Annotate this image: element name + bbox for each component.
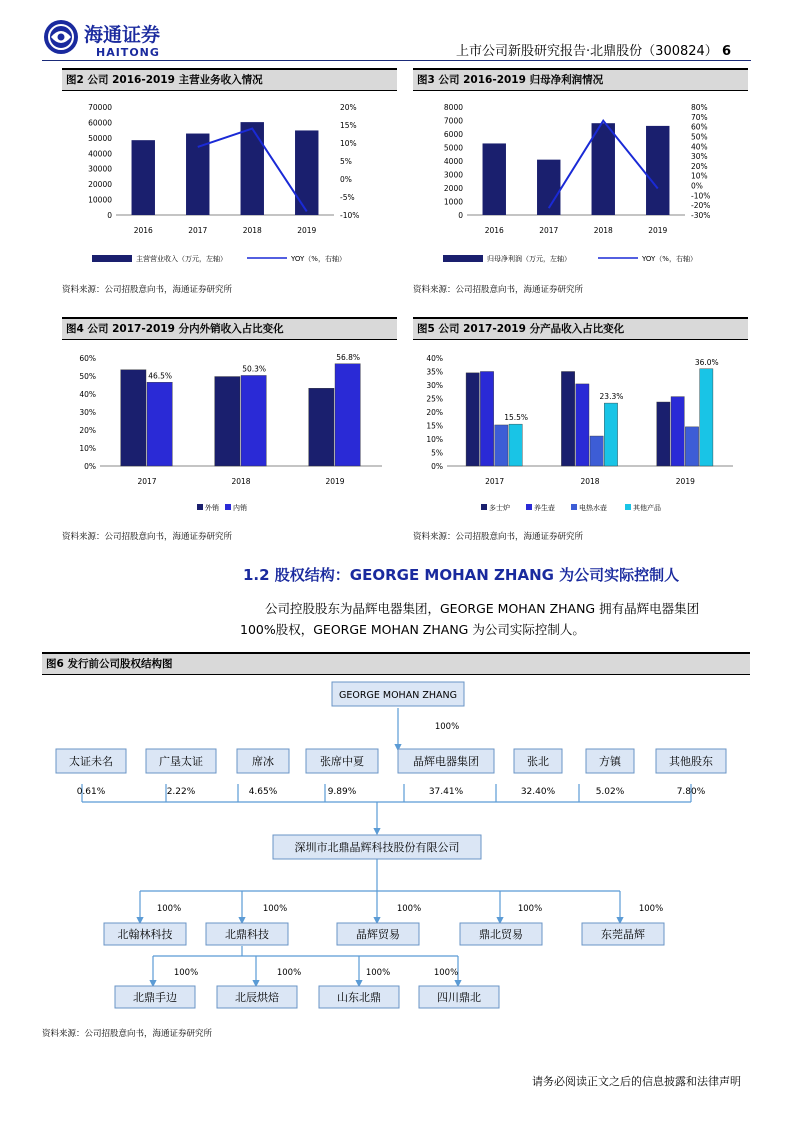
fig6-org-chart [42, 676, 751, 1016]
sub-4 [582, 904, 664, 945]
fig2-xtick-2019: 2019 [297, 226, 317, 235]
fig3-ytick-left: 7000 [443, 116, 463, 126]
fig5-ytick: 15% [426, 421, 443, 431]
fig4-legend-0: 外销 [205, 504, 219, 512]
subsub-0 [115, 968, 198, 1008]
logo-en: HAITONG [96, 46, 160, 59]
fig5-bar-2018-1 [576, 384, 589, 466]
fig2-bar-2016 [132, 140, 155, 215]
svg-text:北鼎科技: 北鼎科技 [225, 928, 269, 941]
fig3-ytick-right: 10% [691, 171, 708, 181]
fig5-bar-2019-1 [671, 397, 684, 466]
fig4-ytick: 20% [79, 426, 96, 435]
fig4-legend-swatch-1 [225, 504, 231, 510]
svg-text:张北: 张北 [527, 755, 549, 768]
svg-text:席冰: 席冰 [252, 755, 274, 768]
fig3-ytick-right: 0% [691, 181, 703, 191]
fig2-legend-line: YOY（%，右轴） [291, 255, 346, 263]
fig4-chart [62, 344, 397, 522]
report-title: 上市公司新股研究报告·北鼎股份（300824） [456, 44, 718, 59]
fig4-ytick: 10% [79, 444, 96, 453]
sub-2 [337, 904, 421, 945]
fig5-legend-2: 电热水壶 [579, 504, 607, 512]
company-name: 深圳市北鼎晶辉科技股份有限公司 [294, 841, 460, 854]
fig5-legend-0: 多士炉 [489, 504, 510, 512]
fig5-legend-swatch-2 [571, 504, 577, 510]
fig2-ytick-right: -10% [340, 211, 360, 220]
fig3-ytick-right: -20% [691, 201, 711, 211]
svg-text:山东北鼎: 山东北鼎 [337, 991, 381, 1004]
fig3-ytick-left: 0 [458, 211, 463, 220]
section-title: 1.2 股权结构：GEORGE MOHAN ZHANG 为公司实际控制人 [243, 566, 680, 584]
page-number: 6 [721, 44, 731, 59]
svg-text:其他股东: 其他股东 [669, 755, 713, 768]
svg-text:2.22%: 2.22% [166, 787, 196, 797]
fig3-ytick-right: 80% [691, 103, 708, 112]
svg-text:鼎北贸易: 鼎北贸易 [479, 928, 523, 941]
fig4-ytick: 50% [79, 372, 96, 381]
shareholder-1 [146, 749, 216, 797]
fig2-chart [62, 95, 397, 275]
fig3-ytick-right: 40% [691, 142, 708, 152]
fig2-source: 资料来源：公司招股意向书，海通证券研究所 [62, 285, 233, 295]
fig5-bar-2017-3 [509, 424, 522, 466]
fig2-legend-bar: 主营营业收入（万元，左轴） [136, 255, 227, 263]
fig2-ytick-right: 20% [340, 103, 357, 112]
fig3-ytick-right: 20% [691, 161, 708, 171]
fig3-legend-line: YOY（%，右轴） [642, 255, 697, 263]
shareholder-6 [586, 749, 634, 797]
fig5-source: 资料来源：公司招股意向书，海通证券研究所 [413, 532, 584, 542]
fig5-legend-swatch-0 [481, 504, 487, 510]
fig4-title: 图4 公司 2017-2019 分内外销收入占比变化 [62, 317, 397, 340]
svg-text:100%: 100% [396, 904, 422, 914]
svg-text:100%: 100% [365, 968, 391, 978]
org-top-pct: 100% [434, 722, 460, 732]
fig4-ytick: 40% [79, 390, 96, 399]
fig3-xtick-2018: 2018 [593, 226, 613, 235]
footer-disclaimer: 请务必阅读正文之后的信息披露和法律声明 [532, 1075, 741, 1088]
fig4-xtick-2019: 2019 [325, 477, 345, 486]
fig5-legend-1: 养生壶 [534, 504, 555, 512]
svg-text:北辰烘焙: 北辰烘焙 [235, 991, 279, 1004]
svg-text:100%: 100% [638, 904, 664, 914]
fig5-ytick: 25% [426, 394, 443, 404]
logo-cn: 海通证券 [84, 24, 161, 46]
fig3-ytick-right: 30% [691, 152, 708, 162]
fig5-datalabel-2018: 23.3% [599, 392, 624, 402]
shareholder-0 [56, 749, 126, 797]
fig3-ytick-left: 2000 [443, 184, 463, 193]
fig5-ytick: 30% [426, 381, 443, 390]
fig4-bar-2019-1 [335, 364, 360, 466]
shareholder-3 [306, 749, 378, 797]
section-para-line2: 100%股权，GEORGE MOHAN ZHANG 为公司实际控制人。 [240, 622, 585, 637]
svg-text:100%: 100% [156, 904, 182, 914]
fig3-ytick-right: 60% [691, 122, 708, 132]
svg-text:32.40%: 32.40% [520, 787, 556, 797]
fig2-xtick-2018: 2018 [242, 226, 262, 235]
fig3-xtick-2019: 2019 [648, 226, 668, 235]
header-rule [42, 60, 751, 61]
fig3-ytick-left: 6000 [443, 130, 463, 139]
svg-text:晶辉电器集团: 晶辉电器集团 [413, 755, 479, 768]
fig5-bar-2019-3 [700, 369, 713, 466]
fig2-ytick-right: 0% [340, 175, 352, 184]
fig2-ytick-left: 40000 [88, 149, 112, 159]
sub-1 [206, 904, 288, 945]
fig3-chart [413, 95, 748, 275]
fig2-legend-bar-swatch [92, 255, 132, 262]
fig3-xtick-2016: 2016 [484, 226, 504, 235]
fig4-bar-2017-0 [121, 370, 146, 466]
section-para-line1: 公司控股股东为晶辉电器集团，GEORGE MOHAN ZHANG 拥有晶辉电器集团 [265, 601, 700, 616]
fig2-ytick-left: 70000 [88, 103, 112, 112]
fig2-ytick-left: 0 [107, 211, 112, 220]
shareholder-7 [656, 749, 726, 797]
haitong-logo [42, 17, 176, 61]
fig2-ytick-left: 30000 [88, 164, 112, 174]
fig5-ytick: 10% [426, 435, 443, 444]
fig5-bar-2018-2 [590, 436, 603, 466]
fig5-chart [413, 344, 748, 522]
fig6-title: 图6 发行前公司股权结构图 [42, 652, 750, 675]
fig3-bar-2016 [483, 143, 506, 215]
svg-text:37.41%: 37.41% [428, 787, 464, 797]
fig4-legend-1: 内销 [233, 504, 247, 512]
sub-3 [460, 904, 542, 945]
svg-text:方镇: 方镇 [599, 755, 621, 768]
fig2-ytick-right: -5% [340, 193, 355, 202]
shareholder-4 [398, 749, 494, 797]
fig5-legend-swatch-1 [526, 504, 532, 510]
fig2-ytick-right: 15% [340, 121, 357, 130]
fig3-ytick-left: 1000 [443, 197, 463, 207]
svg-text:100%: 100% [276, 968, 302, 978]
subsub-1 [217, 968, 301, 1008]
fig2-bar-2018 [241, 122, 264, 215]
fig3-xtick-2017: 2017 [539, 226, 559, 235]
org-top: GEORGE MOHAN ZHANG [339, 690, 457, 701]
fig4-bar-2018-0 [215, 377, 240, 466]
fig2-ytick-left: 60000 [88, 118, 112, 128]
fig2-bar-2019 [295, 130, 318, 215]
fig4-datalabel-2017: 46.5% [148, 371, 173, 381]
fig3-ytick-right: -10% [691, 191, 711, 201]
fig4-xtick-2018: 2018 [231, 477, 251, 486]
fig3-source: 资料来源：公司招股意向书，海通证券研究所 [413, 285, 584, 295]
fig5-bar-2017-1 [480, 372, 493, 467]
fig4-datalabel-2019: 56.8% [336, 352, 361, 362]
fig3-legend-bar: 归母净利润（万元，左轴） [487, 255, 571, 263]
fig2-xtick-2017: 2017 [188, 226, 208, 235]
fig2-ytick-left: 10000 [88, 195, 112, 205]
fig3-ytick-right: -30% [691, 211, 711, 220]
svg-text:晶辉贸易: 晶辉贸易 [356, 928, 400, 941]
fig3-bar-2018 [592, 123, 615, 215]
fig5-bar-2017-2 [495, 425, 508, 466]
fig3-title: 图3 公司 2016-2019 归母净利润情况 [413, 68, 748, 91]
svg-text:0.61%: 0.61% [76, 787, 106, 797]
fig2-xtick-2016: 2016 [133, 226, 153, 235]
svg-text:100%: 100% [173, 968, 199, 978]
fig3-ytick-left: 5000 [443, 143, 463, 153]
svg-text:100%: 100% [517, 904, 543, 914]
fig2-ytick-right: 10% [340, 139, 357, 148]
fig3-legend-bar-swatch [443, 255, 483, 262]
fig2-bar-2017 [186, 134, 209, 215]
svg-text:太证未名: 太证未名 [69, 755, 113, 768]
fig3-ytick-right: 50% [691, 132, 708, 142]
fig4-ytick: 0% [84, 462, 96, 471]
fig5-bar-2018-3 [604, 403, 617, 466]
fig5-bar-2018-0 [561, 372, 574, 467]
fig5-ytick: 0% [431, 462, 443, 471]
svg-text:5.02%: 5.02% [595, 787, 625, 797]
fig4-datalabel-2018: 50.3% [242, 364, 267, 374]
svg-text:东莞晶辉: 东莞晶辉 [601, 928, 645, 941]
sub-0 [104, 904, 186, 945]
fig3-ytick-left: 8000 [443, 103, 463, 112]
fig5-xtick-2018: 2018 [580, 477, 600, 486]
fig5-xtick-2019: 2019 [675, 477, 695, 486]
svg-text:北翰林科技: 北翰林科技 [117, 928, 173, 941]
fig3-ytick-left: 3000 [443, 170, 463, 180]
fig5-ytick: 35% [426, 367, 443, 377]
svg-text:100%: 100% [433, 968, 459, 978]
shareholder-2 [237, 749, 289, 797]
fig4-bar-2018-1 [241, 375, 266, 466]
fig5-ytick: 20% [426, 408, 443, 417]
report-header [456, 40, 731, 59]
fig2-ytick-right: 5% [340, 157, 352, 166]
subsub-3 [419, 968, 499, 1008]
fig3-ytick-left: 4000 [443, 157, 463, 166]
fig2-title: 图2 公司 2016-2019 主营业务收入情况 [62, 68, 397, 91]
fig5-bar-2017-0 [466, 373, 479, 466]
svg-text:4.65%: 4.65% [248, 787, 278, 797]
fig5-legend-3: 其他产品 [633, 504, 661, 512]
fig5-title: 图5 公司 2017-2019 分产品收入占比变化 [413, 317, 748, 340]
fig4-xtick-2017: 2017 [137, 477, 157, 486]
fig4-bar-2017-1 [147, 382, 172, 466]
fig5-bar-2019-2 [685, 427, 698, 466]
svg-text:广垦太证: 广垦太证 [159, 755, 203, 768]
svg-text:9.89%: 9.89% [327, 787, 357, 797]
fig5-bar-2019-0 [657, 402, 670, 466]
fig5-datalabel-2019: 36.0% [694, 357, 719, 367]
fig4-ytick: 30% [79, 408, 96, 417]
fig4-bar-2019-0 [309, 388, 334, 466]
shareholder-5 [514, 749, 562, 797]
svg-text:四川鼎北: 四川鼎北 [437, 991, 481, 1004]
fig5-xtick-2017: 2017 [485, 477, 505, 486]
fig3-ytick-right: 70% [691, 112, 708, 122]
svg-text:7.80%: 7.80% [676, 787, 706, 797]
fig6-source: 资料来源：公司招股意向书，海通证券研究所 [42, 1029, 213, 1039]
fig5-ytick: 40% [426, 354, 443, 363]
svg-text:张席中夏: 张席中夏 [320, 755, 364, 768]
fig5-ytick: 5% [431, 448, 443, 458]
fig2-ytick-left: 50000 [88, 133, 112, 143]
fig5-datalabel-2017: 15.5% [504, 413, 529, 423]
svg-text:北鼎手边: 北鼎手边 [133, 991, 177, 1004]
svg-text:100%: 100% [262, 904, 288, 914]
fig4-source: 资料来源：公司招股意向书，海通证券研究所 [62, 532, 233, 542]
fig4-ytick: 60% [79, 354, 96, 363]
fig5-legend-swatch-3 [625, 504, 631, 510]
fig3-bar-2019 [646, 126, 669, 215]
fig2-ytick-left: 20000 [88, 180, 112, 190]
fig4-legend-swatch-0 [197, 504, 203, 510]
